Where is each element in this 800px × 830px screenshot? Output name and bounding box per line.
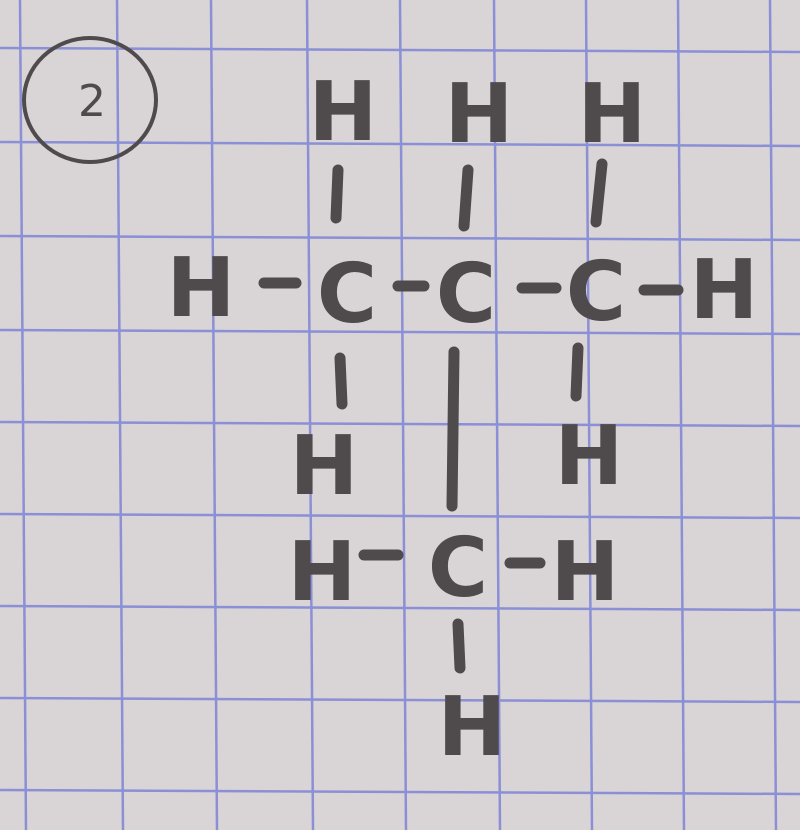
bond-c2-c-branch: [452, 352, 454, 506]
grid-line-horizontal: [0, 790, 800, 794]
bond-c1-h-lower: [340, 358, 342, 404]
grid-line-vertical: [211, 0, 217, 830]
grid-line-vertical: [117, 0, 123, 830]
grid-line-vertical: [770, 0, 776, 830]
atom-c-1: C: [316, 247, 378, 342]
atom-h-lower-3: H: [554, 409, 624, 504]
atom-c-2: C: [435, 247, 497, 342]
atom-h-top-3: H: [577, 67, 647, 162]
atom-h-branch-left: H: [287, 525, 357, 620]
atom-h-right: H: [689, 243, 759, 338]
problem-number: 2: [78, 76, 106, 127]
grid-line-vertical: [400, 0, 406, 830]
grid-line-vertical: [678, 0, 684, 830]
bond-c1-h-top: [336, 170, 338, 218]
atom-h-branch-right: H: [550, 525, 620, 620]
grid-line-vertical: [20, 0, 26, 830]
atom-h-top-1: H: [308, 65, 378, 160]
bond-c-branch-h-bottom: [458, 624, 460, 668]
bond-c2-h-top: [464, 170, 468, 226]
atom-c-3: C: [565, 245, 627, 340]
bond-c3-h-top: [596, 164, 602, 222]
atom-c-branch: C: [427, 521, 489, 616]
atom-h-top-2: H: [444, 67, 514, 162]
bond-c3-h-lower: [576, 348, 578, 396]
grid-line-horizontal: [0, 698, 800, 702]
atom-h-left: H: [166, 241, 236, 336]
atom-h-lower-1: H: [289, 419, 359, 514]
atom-h-bottom: H: [437, 680, 507, 775]
grid-line-horizontal: [0, 606, 800, 610]
